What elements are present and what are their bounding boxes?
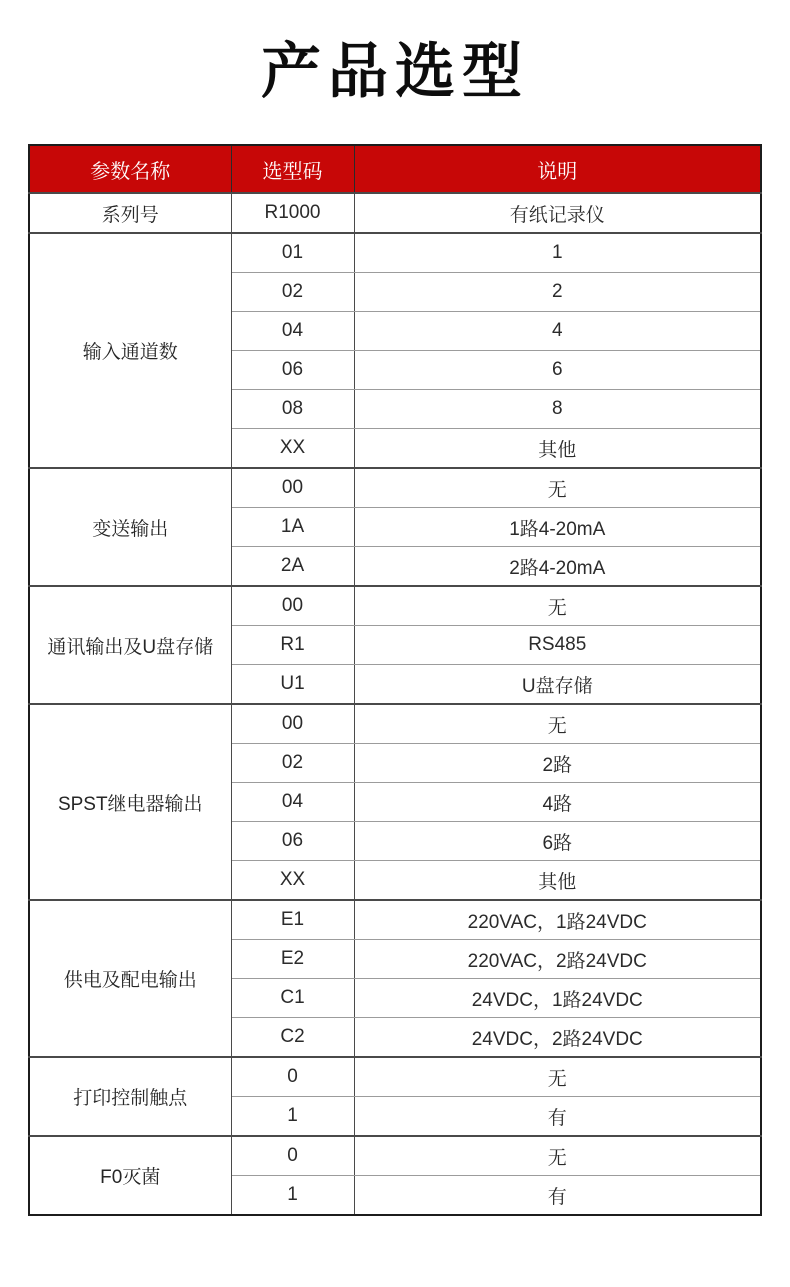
table-body — [29, 193, 761, 1215]
table-row — [29, 704, 761, 744]
param-name-cell: 输入通道数 — [29, 233, 231, 468]
code-cell: 2A — [231, 547, 354, 587]
desc-cell: 2 — [354, 273, 761, 312]
desc-cell: 4路 — [354, 783, 761, 822]
product-selection-table — [28, 144, 762, 1216]
code-cell: 06 — [231, 822, 354, 861]
desc-cell: 2路4-20mA — [354, 547, 761, 587]
code-cell: 00 — [231, 586, 354, 626]
desc-cell: 220VAC，2路24VDC — [354, 940, 761, 979]
code-cell: E2 — [231, 940, 354, 979]
table-row — [29, 193, 761, 233]
param-name-cell: 供电及配电输出 — [29, 900, 231, 1057]
desc-cell: 6路 — [354, 822, 761, 861]
desc-cell: 其他 — [354, 861, 761, 901]
table-row — [29, 468, 761, 508]
table-container — [0, 144, 790, 1216]
code-cell: 02 — [231, 744, 354, 783]
desc-cell: 4 — [354, 312, 761, 351]
code-cell: U1 — [231, 665, 354, 705]
code-cell: 08 — [231, 390, 354, 429]
param-name-cell: 变送输出 — [29, 468, 231, 586]
code-cell: R1 — [231, 626, 354, 665]
table-row — [29, 1057, 761, 1097]
desc-cell: 24VDC，2路24VDC — [354, 1018, 761, 1058]
desc-cell: RS485 — [354, 626, 761, 665]
code-cell: 00 — [231, 704, 354, 744]
code-cell: 1 — [231, 1097, 354, 1137]
desc-cell: 有 — [354, 1097, 761, 1137]
code-cell: 04 — [231, 783, 354, 822]
desc-cell: 有 — [354, 1176, 761, 1216]
code-cell: 1A — [231, 508, 354, 547]
code-cell: 04 — [231, 312, 354, 351]
header-row — [29, 145, 761, 193]
code-cell: C2 — [231, 1018, 354, 1058]
col-header-description: 说明 — [354, 145, 761, 193]
code-cell: R1000 — [231, 193, 354, 233]
code-cell: 0 — [231, 1136, 354, 1176]
code-cell: C1 — [231, 979, 354, 1018]
desc-cell: 1 — [354, 233, 761, 273]
code-cell: E1 — [231, 900, 354, 940]
desc-cell: 无 — [354, 586, 761, 626]
page-title: 产品选型 — [261, 38, 529, 105]
desc-cell: 2路 — [354, 744, 761, 783]
table-header — [29, 145, 761, 193]
code-cell: XX — [231, 429, 354, 469]
table-row — [29, 233, 761, 273]
table-row — [29, 586, 761, 626]
col-header-selection-code: 选型码 — [231, 145, 354, 193]
table-row — [29, 900, 761, 940]
desc-cell: U盘存储 — [354, 665, 761, 705]
param-name-cell: 打印控制触点 — [29, 1057, 231, 1136]
param-name-cell: SPST继电器输出 — [29, 704, 231, 900]
param-name-cell: F0灭菌 — [29, 1136, 231, 1215]
desc-cell: 其他 — [354, 429, 761, 469]
param-name-cell: 系列号 — [29, 193, 231, 233]
col-header-parameter-name: 参数名称 — [29, 145, 231, 193]
param-name-cell: 通讯输出及U盘存储 — [29, 586, 231, 704]
desc-cell: 6 — [354, 351, 761, 390]
code-cell: 02 — [231, 273, 354, 312]
code-cell: 06 — [231, 351, 354, 390]
desc-cell: 220VAC，1路24VDC — [354, 900, 761, 940]
desc-cell: 无 — [354, 1136, 761, 1176]
code-cell: 0 — [231, 1057, 354, 1097]
desc-cell: 8 — [354, 390, 761, 429]
desc-cell: 无 — [354, 704, 761, 744]
code-cell: XX — [231, 861, 354, 901]
desc-cell: 无 — [354, 1057, 761, 1097]
code-cell: 1 — [231, 1176, 354, 1216]
code-cell: 01 — [231, 233, 354, 273]
desc-cell: 无 — [354, 468, 761, 508]
desc-cell: 24VDC，1路24VDC — [354, 979, 761, 1018]
code-cell: 00 — [231, 468, 354, 508]
table-row — [29, 1136, 761, 1176]
desc-cell: 1路4-20mA — [354, 508, 761, 547]
desc-cell: 有纸记录仪 — [354, 193, 761, 233]
